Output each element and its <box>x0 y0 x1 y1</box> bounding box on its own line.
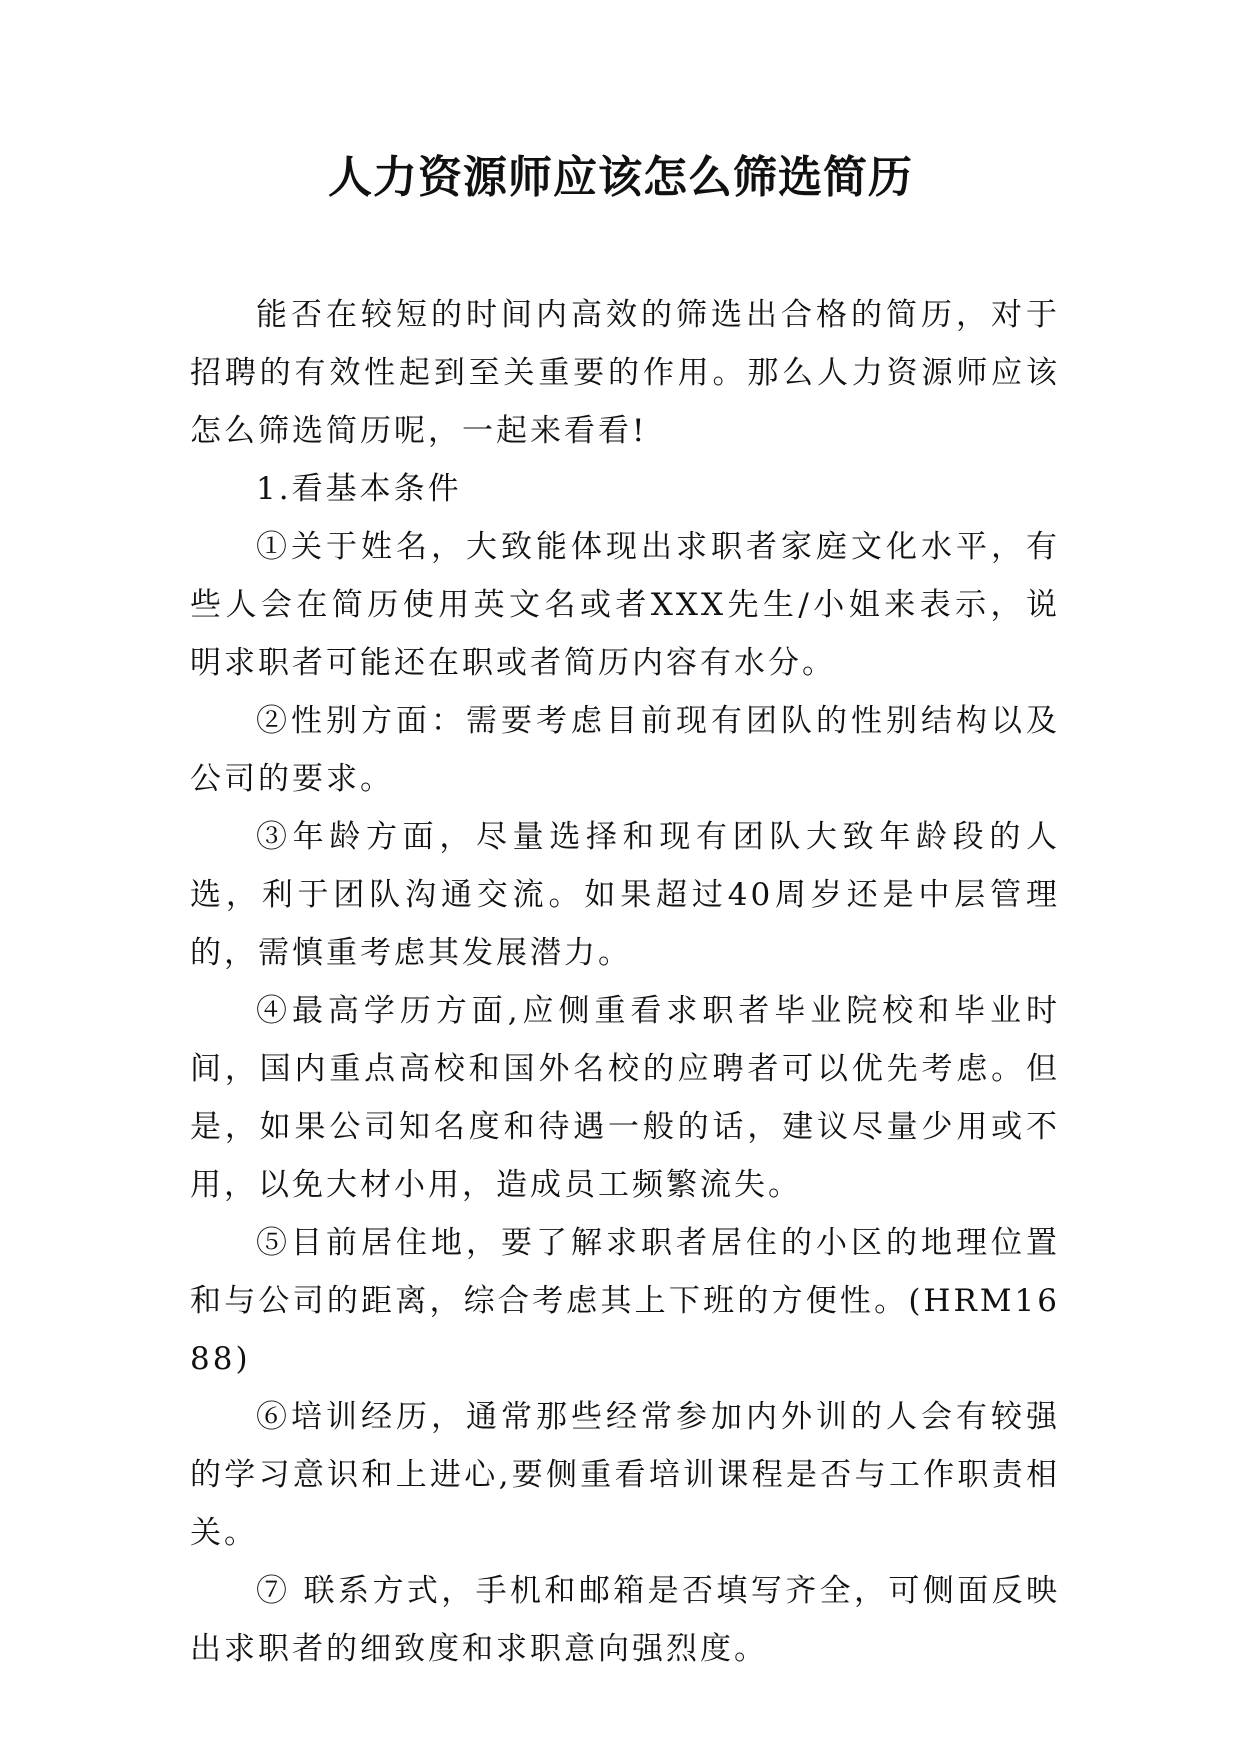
section-heading-basic-conditions: 1.看基本条件 <box>256 471 462 507</box>
paragraph-training: ⑥培训经历，通常那些经常参加内外训的人会有较强的学习意识和上进心,要侧重看培训课程是否与工作职责相关。 <box>190 1399 1060 1551</box>
paragraph-intro: 能否在较短的时间内高效的筛选出合格的简历，对于招聘的有效性起到至关重要的作用。那么人力资源师应该怎么筛选简历呢，一起来看看! <box>190 297 1060 449</box>
paragraph-residence: ⑤目前居住地，要了解求职者居住的小区的地理位置和与公司的距离，综合考虑其上下班的方便性。(HRM1688) <box>190 1225 1060 1377</box>
paragraph-gender: ②性别方面：需要考虑目前现有团队的性别结构以及公司的要求。 <box>190 703 1060 797</box>
paragraph-contact: ⑦ 联系方式，手机和邮箱是否填写齐全，可侧面反映出求职者的细致度和求职意向强烈度。 <box>190 1573 1060 1667</box>
paragraph-education: ④最高学历方面,应侧重看求职者毕业院校和毕业时间，国内重点高校和国外名校的应聘者可以优先考虑。但是，如果公司知名度和待遇一般的话，建议尽量少用或不用，以免大材小用，造成员工频繁流失。 <box>190 993 1060 1203</box>
document-body <box>190 286 1060 1678</box>
paragraph-name: ①关于姓名，大致能体现出求职者家庭文化水平，有些人会在简历使用英文名或者XXX先生/小姐来表示，说明求职者可能还在职或者简历内容有水分。 <box>190 529 1060 681</box>
paragraph-age: ③年龄方面，尽量选择和现有团队大致年龄段的人选，利于团队沟通交流。如果超过40周岁还是中层管理的，需慎重考虑其发展潜力。 <box>190 819 1060 971</box>
document-title: 人力资源师应该怎么筛选简历 <box>328 152 913 203</box>
